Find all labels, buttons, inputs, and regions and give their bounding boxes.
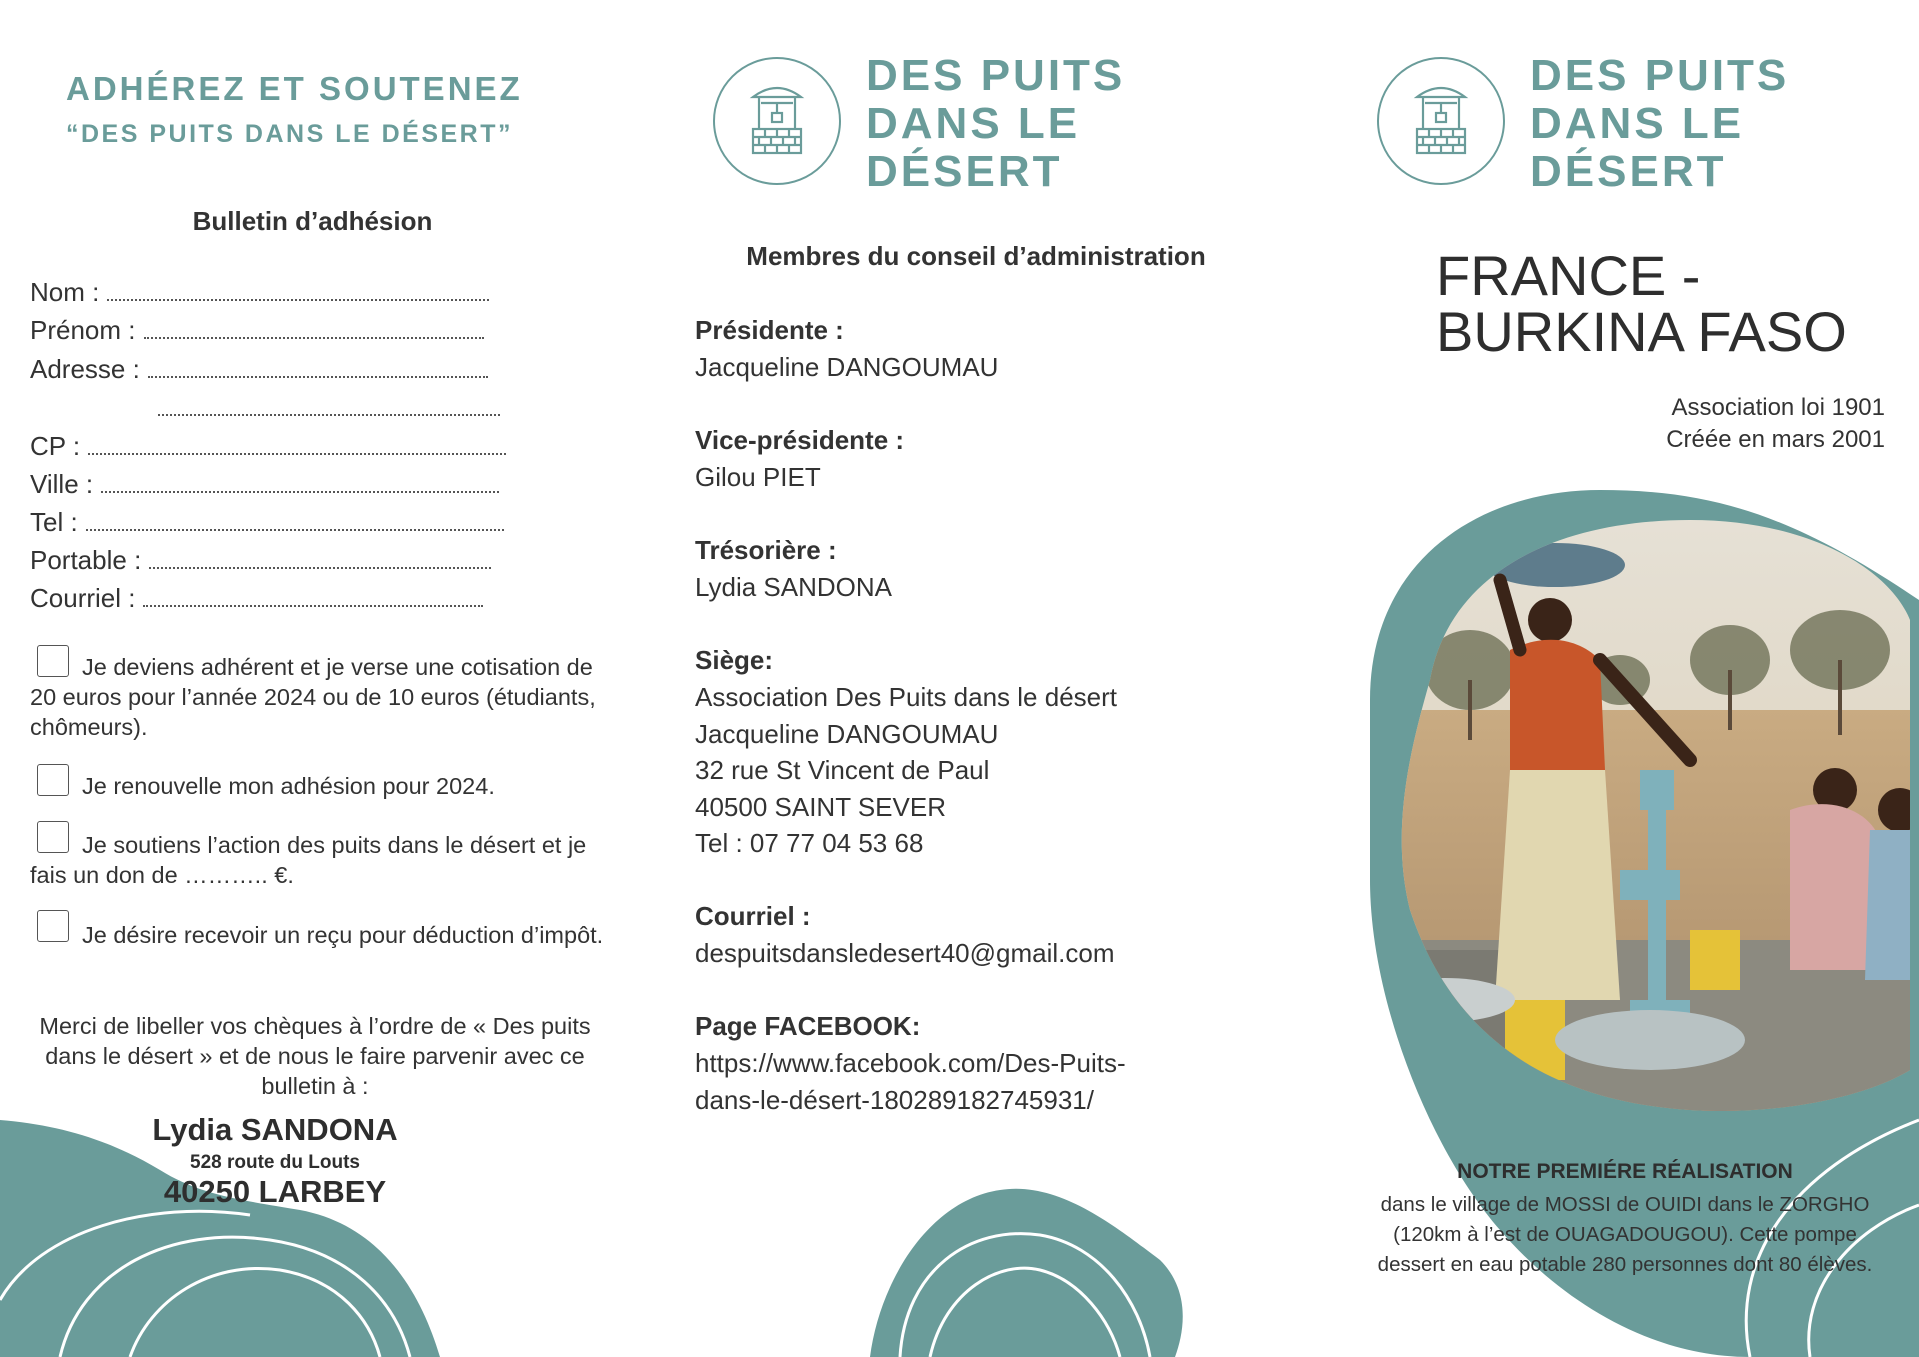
field-courriel[interactable]	[30, 583, 483, 614]
vice-presidente-label: Vice-présidente :	[695, 425, 905, 455]
well-icon	[715, 59, 839, 183]
country-line-1: FRANCE -	[1436, 244, 1701, 307]
field-adresse-label: Adresse :	[30, 354, 140, 384]
logo-line-1: DES PUITS	[1530, 51, 1790, 100]
recipient-city: 40250 LARBEY	[163, 1174, 387, 1209]
field-nom-label: Nom :	[30, 277, 100, 307]
field-ville[interactable]	[30, 469, 499, 500]
field-prenom-line[interactable]	[144, 317, 484, 339]
siege-line-1: Association Des Puits dans le désert	[695, 682, 1117, 712]
vice-presidente-name: Gilou PIET	[695, 462, 821, 492]
logo-text-middle	[866, 52, 1125, 196]
option-recu-label: Je désire recevoir un reçu pour déduction d’impôt.	[82, 922, 604, 948]
field-adresse[interactable]	[30, 354, 488, 385]
presidente-label: Présidente :	[695, 315, 844, 345]
field-tel-line[interactable]	[86, 509, 504, 531]
tresoriere-name: Lydia SANDONA	[695, 572, 892, 602]
membership-title: ADHÉREZ ET SOUTENEZ	[66, 70, 523, 107]
field-adresse-line-2[interactable]	[158, 394, 500, 416]
field-tel[interactable]	[30, 507, 504, 538]
first-project-description: dans le village de MOSSI de OUIDI dans le ZORGHO (120km à l’est de OUAGADOUGOU). Cette pompe dessert en eau potable 280 personnes dont 80 élèves.	[1377, 1193, 1873, 1276]
logo-line-2: DANS LE	[866, 99, 1081, 148]
siege-line-2: Jacqueline DANGOUMAU	[695, 718, 999, 749]
association-law: Association loi 1901	[1671, 394, 1885, 421]
field-adresse-line2[interactable]	[158, 392, 500, 423]
email-link[interactable]: despuitsdansledesert40@gmail.com	[695, 938, 1115, 968]
field-ville-label: Ville :	[30, 469, 94, 499]
field-courriel-line[interactable]	[143, 585, 483, 607]
siege-line-4: 40500 SAINT SEVER	[695, 791, 946, 822]
country-heading	[1436, 244, 1847, 363]
field-prenom[interactable]	[30, 315, 484, 346]
country-line-2: BURKINA FASO	[1436, 300, 1847, 363]
field-portable-line[interactable]	[149, 547, 491, 569]
water-pump-photo	[1390, 510, 1910, 1120]
recipient-name: Lydia SANDONA	[152, 1112, 398, 1147]
field-portable-label: Portable :	[30, 545, 142, 575]
field-cp-label: CP :	[30, 431, 81, 461]
association-founded: Créée en mars 2001	[1666, 426, 1885, 453]
option-don-text	[30, 830, 610, 890]
field-cp[interactable]	[30, 431, 506, 462]
facebook-link-line-1[interactable]: https://www.facebook.com/Des-Puits-	[695, 1048, 1126, 1078]
logo-line-3: DÉSERT	[1530, 147, 1727, 196]
logo-line-3: DÉSERT	[866, 147, 1063, 196]
first-project-title: NOTRE PREMIÉRE RÉALISATION	[1457, 1160, 1793, 1183]
siege-phone[interactable]: Tel : 07 77 04 53 68	[695, 828, 924, 858]
option-adherent-label: Je deviens adhérent et je verse une cotisation de 20 euros pour l’année 2024 ou de 10 euros (étudiants, chômeurs).	[30, 654, 596, 740]
field-nom[interactable]	[30, 277, 489, 308]
logo-middle	[713, 57, 841, 185]
recipient-street: 528 route du Louts	[190, 1152, 360, 1173]
facebook-link[interactable]	[695, 1045, 1126, 1118]
bulletin-title: Bulletin d’adhésion	[192, 206, 433, 236]
facebook-label: Page FACEBOOK:	[695, 1011, 921, 1041]
logo-line-1: DES PUITS	[866, 51, 1126, 100]
siege-address	[695, 679, 1117, 862]
facebook-link-line-2[interactable]: dans-le-désert-180289182745931/	[695, 1084, 1094, 1115]
field-courriel-label: Courriel :	[30, 583, 136, 613]
field-nom-line[interactable]	[107, 279, 489, 301]
field-prenom-label: Prénom :	[30, 315, 136, 345]
option-recu-text	[30, 920, 610, 950]
field-portable[interactable]	[30, 545, 491, 576]
cheque-instructions: Merci de libeller vos chèques à l’ordre de « Des puits dans le désert » et de nous le faire parvenir avec ce bulletin à :	[39, 1013, 591, 1099]
siege-label: Siège:	[695, 645, 774, 675]
option-don-label: Je soutiens l’action des puits dans le désert et je fais un don de ……….. €.	[30, 832, 587, 888]
field-adresse-line[interactable]	[148, 356, 488, 378]
logo-line-2: DANS LE	[1530, 99, 1745, 148]
membership-subtitle: “DES PUITS DANS LE DÉSERT”	[66, 120, 513, 148]
logo-right	[1377, 57, 1505, 185]
board-title: Membres du conseil d’administration	[746, 241, 1206, 271]
bottom-middle-wave-blob	[870, 1189, 1183, 1357]
siege-line-3: 32 rue St Vincent de Paul	[695, 755, 990, 785]
logo-text-right	[1530, 52, 1789, 196]
well-icon	[1379, 59, 1503, 183]
field-cp-line[interactable]	[88, 433, 506, 455]
option-renouvelle-text	[30, 771, 610, 801]
field-tel-label: Tel :	[30, 507, 78, 537]
tresoriere-label: Trésorière :	[695, 535, 837, 565]
courriel-label: Courriel :	[695, 901, 811, 931]
presidente-name: Jacqueline DANGOUMAU	[695, 352, 999, 382]
option-renouvelle-label: Je renouvelle mon adhésion pour 2024.	[82, 773, 495, 799]
option-adherent-text	[30, 652, 610, 742]
field-ville-line[interactable]	[101, 471, 499, 493]
